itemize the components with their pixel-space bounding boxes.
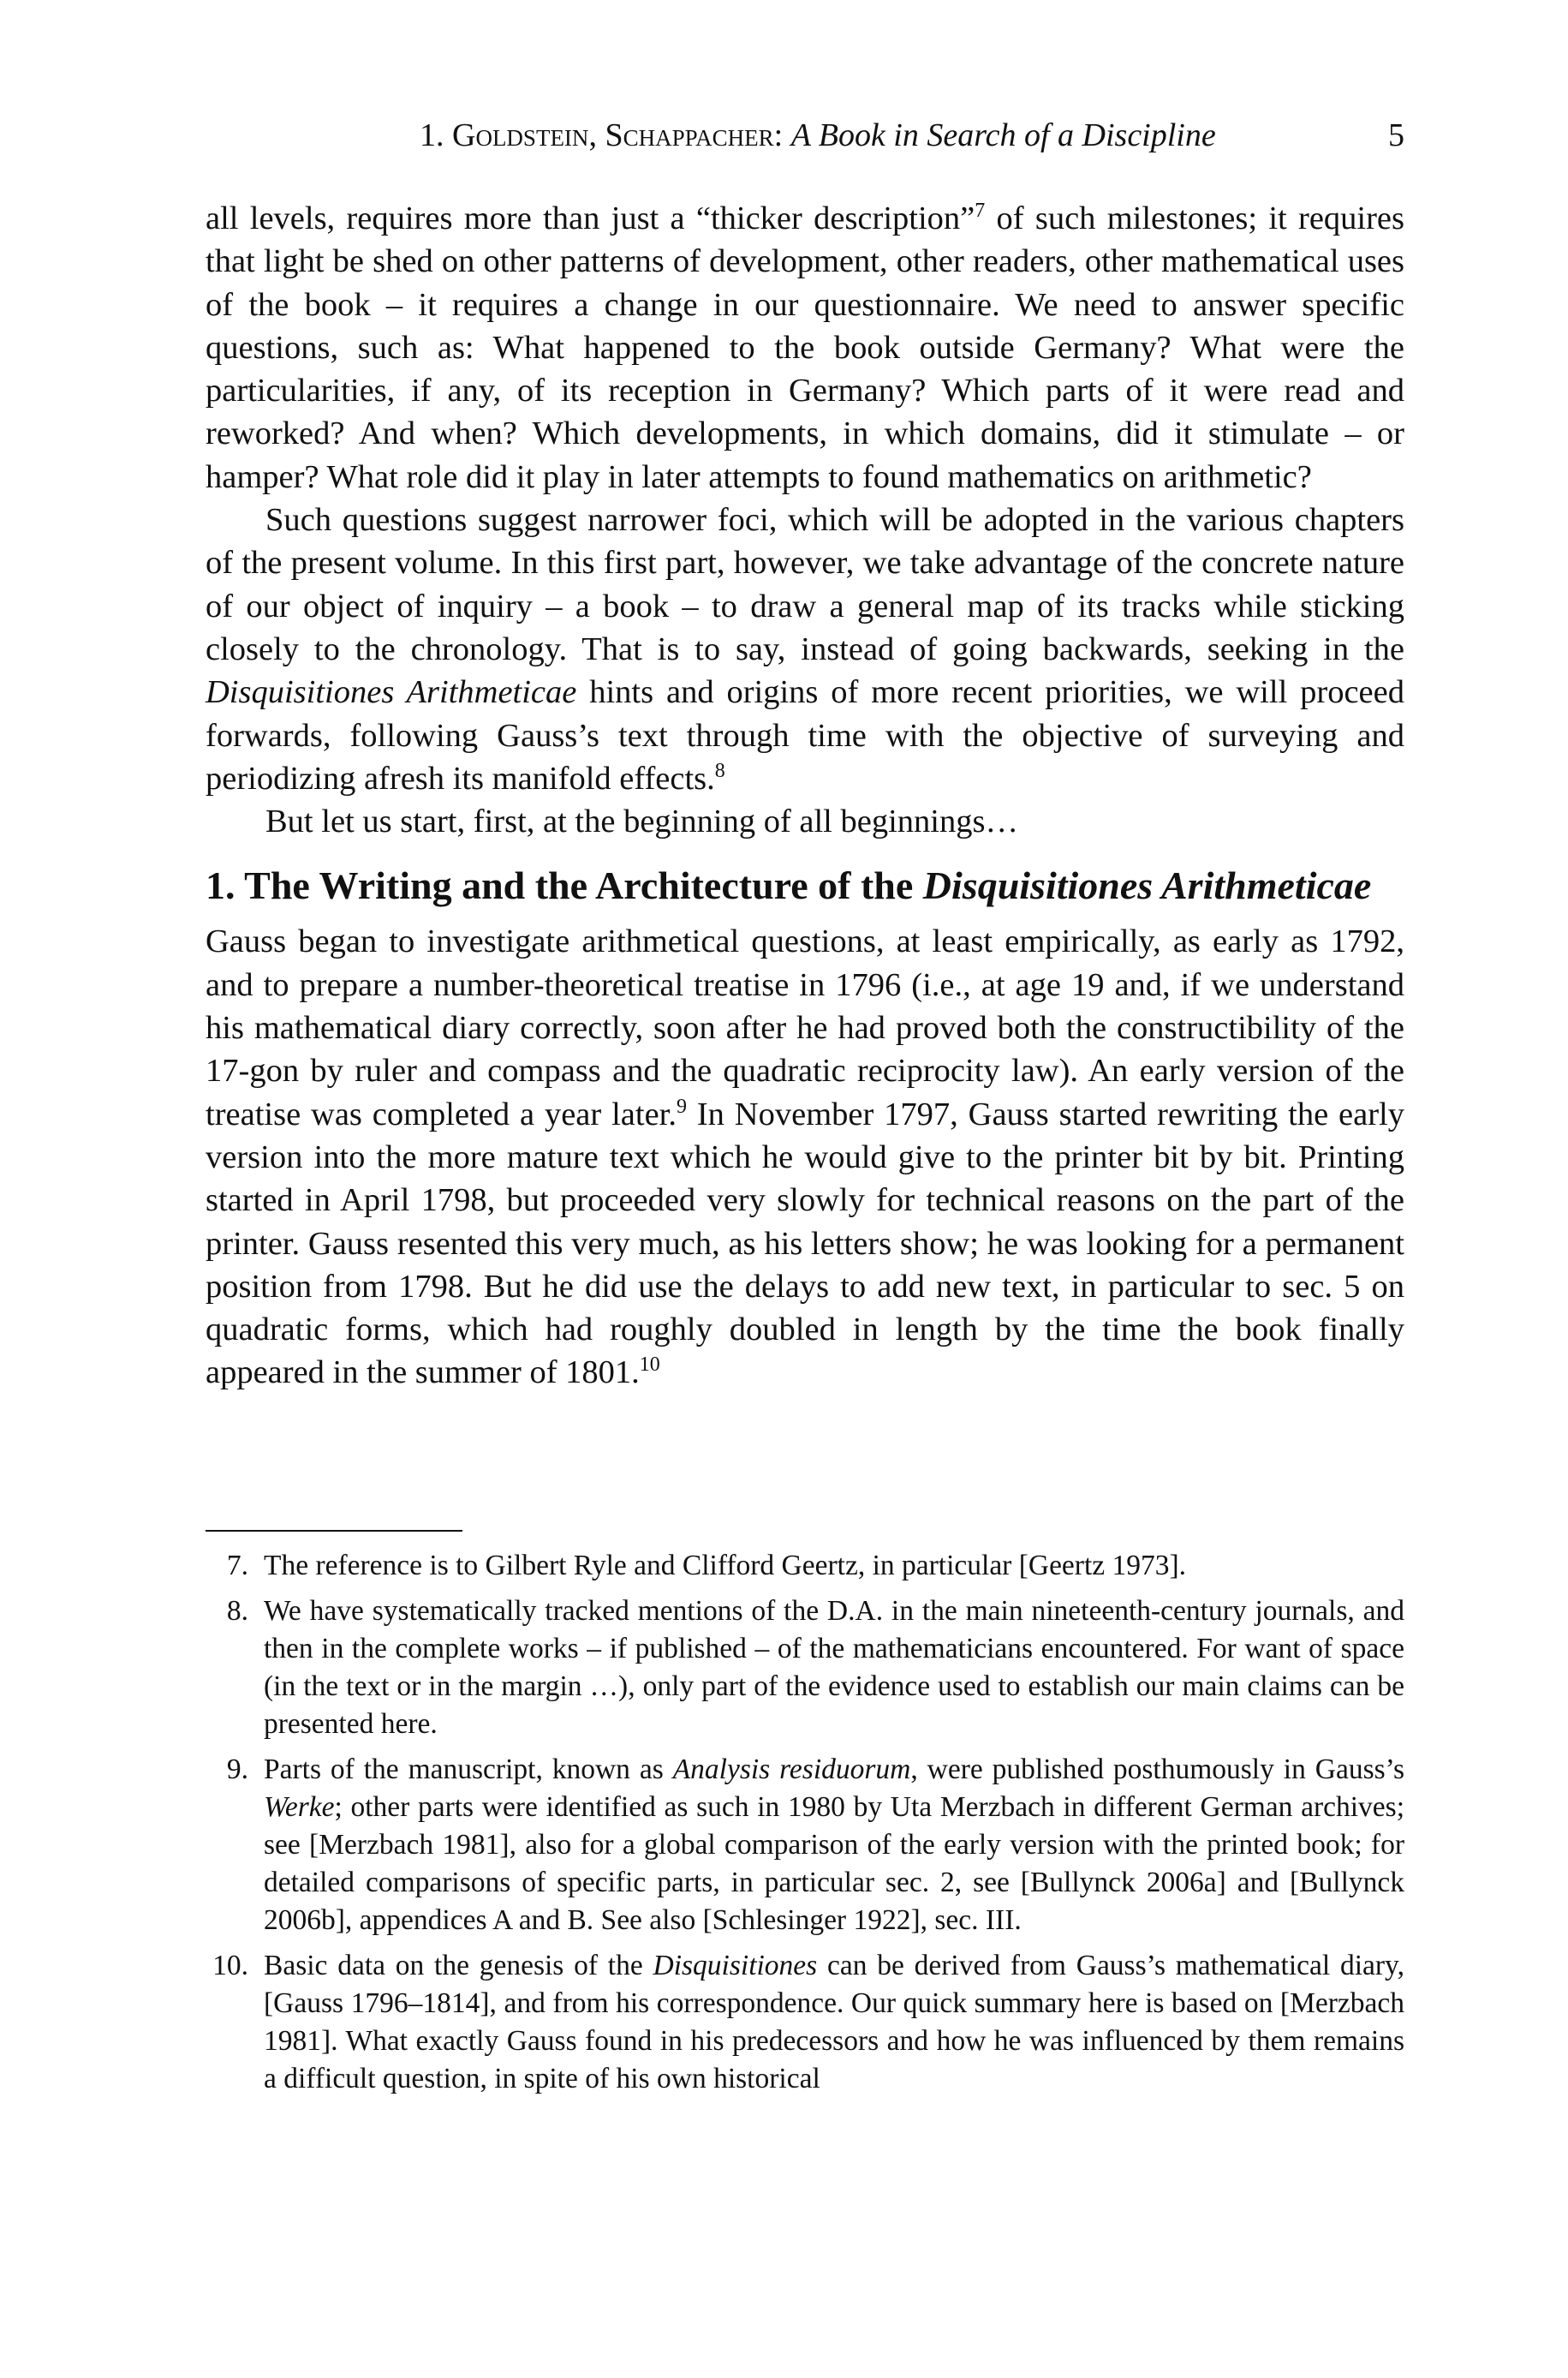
section-heading-italic: Disquisitiones Arithmeticae	[922, 863, 1372, 908]
footnote-text: Basic data on the genesis of the	[264, 1950, 653, 1981]
footnote-ref-10[interactable]: 10	[639, 1353, 660, 1377]
footnote-9	[206, 1751, 1404, 1939]
footnote-text: Parts of the manuscript, known as	[264, 1754, 673, 1785]
footnote-text: The reference is to Gilbert Ryle and Clifford Geertz, in particular [Geertz 1973].	[264, 1550, 1187, 1581]
footnote-8	[206, 1592, 1404, 1743]
paragraph-text: In November 1797, Gauss started rewriting the early version into the more mature text which he would give to the printer bit by bit. Printing started in April 1798, but proceeded very slowly for technical reasons on the part of the printer. Gauss resented this very much, as his letters show; he was looking for a permanent position from 1798. But he did use the delays to add new text, in particular to sec. 5 on quadratic forms, which had roughly doubled in length by the time the book finally appeared in the summer of 1801.	[206, 1096, 1404, 1391]
footnote-ref-7[interactable]: 7	[975, 200, 986, 222]
chapter-number: 1.	[420, 117, 444, 153]
paragraph: But let us start, first, at the beginning of all beginnings…	[265, 804, 1018, 840]
footnote-italic: Analysis residuorum	[672, 1754, 911, 1785]
paragraph-text: Gauss began to investigate arithmetical questions, at least empirically, as early as 1792, and to prepare a number-theoretical treatise in 1796 (i.e., at age 19 and, if we understand his mathematical diary correctly, soon after he had proved both the constructibility of the 17-gon by ruler and compass and the quadratic reciprocity law). An early version of the treatise was completed a year later.	[206, 923, 1404, 1132]
running-head	[206, 117, 1404, 163]
footnote-ref-8[interactable]: 8	[714, 759, 725, 782]
footnote-rule	[206, 1530, 462, 1532]
paragraph-text: Such questions suggest narrower foci, which will be adopted in the various chapters of the present volume. In this first part, however, we take advantage of the concrete nature of our object of inquiry – a book – to draw a general map of its tracks while sticking closely to the chronology. That is to say, instead of going backwards, seeking in the	[206, 502, 1404, 667]
paragraph-text: of such milestones; it requires that light be shed on other patterns of development, other readers, other mathematical uses of the book – it requires a change in our questionnaire. We need to answer specific questions, such as: What happened to the book outside Germany? What were the particularities, if any, of its reception in Germany? Which parts of it were read and reworked? And when? Which developments, in which domains, did it stimulate – or hamper? What role did it play in later attempts to found mathematics on arithmetic?	[206, 200, 1404, 495]
main-text	[206, 197, 1404, 1395]
footnotes	[206, 1547, 1404, 2106]
page-number: 5	[1388, 117, 1404, 153]
footnote-italic: Disquisitiones	[653, 1950, 818, 1981]
footnote-italic: Werke	[264, 1791, 335, 1823]
author-name: Goldstein	[452, 117, 589, 153]
footnote-number: 8.	[226, 1595, 248, 1627]
footnote-number: 10.	[212, 1950, 248, 1981]
footnote-text: , were published posthumously in Gauss’s	[910, 1754, 1404, 1785]
footnote-ref-9[interactable]: 9	[676, 1095, 687, 1118]
footnote-text: ; other parts were identified as such in 1980 by Uta Merzbach in different German archives; see [Merzbach 1981], also for a global comparison of the early version with the printed book; for detailed comparisons of specific parts, in particular sec. 2, see [Bullynck 2006a] and [Bullynck 2006b], appendices A and B. See also [Schlesinger 1922], sec. III.	[264, 1791, 1404, 1936]
title-colon: :	[773, 117, 784, 153]
book-title: A Book in Search of a Discipline	[790, 117, 1216, 153]
paragraph	[206, 920, 1404, 1394]
author-separator: ,	[588, 117, 605, 153]
footnote-text: can be derived from Gauss’s mathematical diary, [Gauss 1796–1814], and from his correspondence. Our quick summary here is based on [Merzbach 1981]. What exactly Gauss found in his predecessors and how he was influenced by them remains a difficult question, in spite of his own historical	[264, 1950, 1404, 2094]
paragraph	[206, 197, 1404, 499]
section-heading	[206, 860, 1404, 911]
paragraph-text: hints and origins of more recent priorities, we will proceed forwards, following Gauss’s text through time with the objective of surveying and periodizing afresh its manifold effects.	[206, 674, 1404, 797]
author-name: Schappacher	[605, 117, 774, 153]
paragraph	[206, 499, 1404, 800]
running-head-title	[420, 117, 1216, 154]
footnote-text: We have systematically tracked mentions of the D.A. in the main nineteenth-century journals, and then in the complete works – if published – of the mathematicians encountered. For want of space (in the text or in the margin …), only part of the evidence used to establish our main claims can be presented here.	[264, 1595, 1404, 1740]
footnote-7	[206, 1547, 1404, 1585]
book-title-italic: Disquisitiones Arithmeticae	[206, 674, 577, 711]
footnote-10	[206, 1947, 1404, 2098]
paragraph-text: all levels, requires more than just a “thicker description”	[206, 200, 975, 236]
footnote-number: 7.	[226, 1550, 248, 1581]
footnote-number: 9.	[226, 1754, 248, 1785]
section-heading-text: 1. The Writing and the Architecture of the	[206, 863, 923, 908]
